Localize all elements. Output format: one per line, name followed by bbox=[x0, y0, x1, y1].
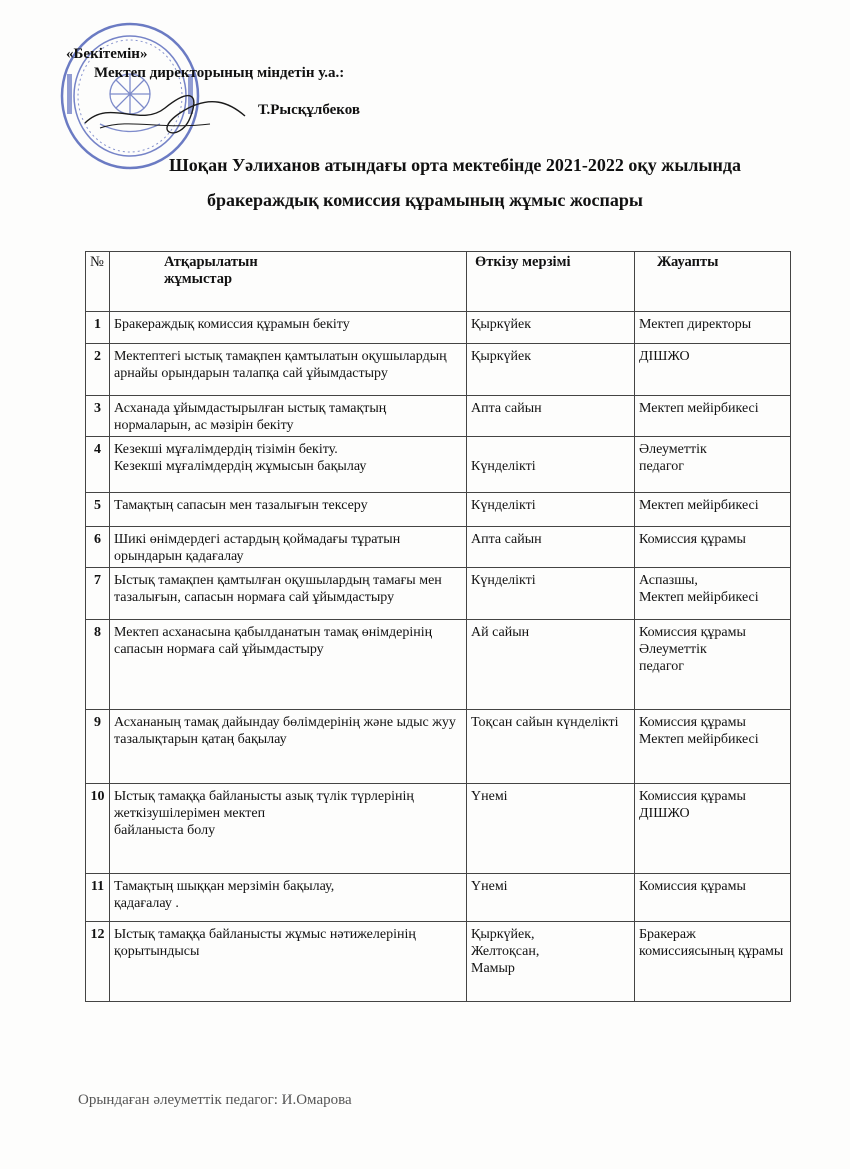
table-row bbox=[86, 344, 791, 396]
table-row bbox=[86, 710, 791, 784]
approver-name: Т.Рысқұлбеков bbox=[258, 102, 360, 118]
row-number: 3 bbox=[86, 396, 110, 437]
table-row bbox=[86, 874, 791, 922]
row-number: 2 bbox=[86, 344, 110, 396]
row-term: Қыркүйек bbox=[467, 312, 635, 344]
table-row bbox=[86, 527, 791, 568]
row-number: 4 bbox=[86, 437, 110, 493]
row-term: Қыркүйек bbox=[467, 344, 635, 396]
row-term: Ай сайын bbox=[467, 620, 635, 710]
table-body bbox=[86, 312, 791, 1002]
row-number: 7 bbox=[86, 568, 110, 620]
table-row bbox=[86, 922, 791, 1002]
work-plan-table bbox=[85, 251, 791, 1002]
row-term: Үнемі bbox=[467, 784, 635, 874]
row-number: 10 bbox=[86, 784, 110, 874]
row-work: Мектеп асханасына қабылданатын тамақ өнімдерінің сапасын нормаға сай ұйымдастыру bbox=[110, 620, 467, 710]
document-title-line1: Шоқан Уәлиханов атындағы орта мектебінде 2021-2022 оқу жылында bbox=[168, 155, 742, 175]
table-row bbox=[86, 784, 791, 874]
table-row bbox=[86, 620, 791, 710]
row-work: Ыстық тамаққа байланысты жұмыс нәтижелерінің қорытындысы bbox=[110, 922, 467, 1002]
row-responsible: Комиссия құрамы bbox=[635, 527, 791, 568]
row-responsible: Комиссия құрамы ДІШЖО bbox=[635, 784, 791, 874]
row-number: 9 bbox=[86, 710, 110, 784]
row-work: Тамақтың шыққан мерзімін бақылау, қадағалау . bbox=[110, 874, 467, 922]
row-term: Күнделікті bbox=[467, 568, 635, 620]
footer-signature: Орындаған әлеуметтік педагог: И.Омарова bbox=[78, 1092, 352, 1108]
row-term: Күнделікті bbox=[467, 493, 635, 527]
row-work: Ыстық тамақпен қамтылған оқушылардың тамағы мен тазалығын, сапасын нормаға сай ұйымдастыру bbox=[110, 568, 467, 620]
row-term: Апта сайын bbox=[467, 527, 635, 568]
header-num: № bbox=[86, 252, 110, 312]
row-number: 11 bbox=[86, 874, 110, 922]
row-responsible: Мектеп директоры bbox=[635, 312, 791, 344]
row-responsible: Бракераж комиссиясының құрамы bbox=[635, 922, 791, 1002]
approval-stamp-label: «Бекітемін» bbox=[66, 46, 148, 62]
row-work: Шикі өнімдердегі астардың қоймадағы тұратын орындарын қадағалау bbox=[110, 527, 467, 568]
table-row bbox=[86, 437, 791, 493]
header-responsible: Жауапты bbox=[635, 252, 791, 312]
row-work: Асхананың тамақ дайындау бөлімдерінің және ыдыс жуу тазалықтарын қатаң бақылау bbox=[110, 710, 467, 784]
header-term: Өткізу мерзімі bbox=[467, 252, 635, 312]
row-work: Бракераждық комиссия құрамын бекіту bbox=[110, 312, 467, 344]
row-term: Тоқсан сайын күнделікті bbox=[467, 710, 635, 784]
row-responsible: Мектеп мейірбикесі bbox=[635, 493, 791, 527]
row-work: Ыстық тамаққа байланысты азық түлік түрлерінің жеткізушілерімен мектеп байланыста болу bbox=[110, 784, 467, 874]
row-number: 6 bbox=[86, 527, 110, 568]
row-work: Асханада ұйымдастырылған ыстық тамақтың нормаларын, ас мәзірін бекіту bbox=[110, 396, 467, 437]
row-number: 1 bbox=[86, 312, 110, 344]
row-responsible: Мектеп мейірбикесі bbox=[635, 396, 791, 437]
row-number: 12 bbox=[86, 922, 110, 1002]
table-row bbox=[86, 568, 791, 620]
approval-role: Мектеп директорының міндетін у.а.: bbox=[94, 65, 345, 81]
row-responsible: ДІШЖО bbox=[635, 344, 791, 396]
header-work: Атқарылатын жұмыстар bbox=[110, 252, 467, 312]
row-responsible: Комиссия құрамы Әлеуметтік педагог bbox=[635, 620, 791, 710]
row-work: Тамақтың сапасын мен тазалығын тексеру bbox=[110, 493, 467, 527]
table-row bbox=[86, 396, 791, 437]
row-work: Мектептегі ыстық тамақпен қамтылатын оқушылардың арнайы орындарын талапқа сай ұйымдастыру bbox=[110, 344, 467, 396]
row-term: Күнделікті bbox=[467, 437, 635, 493]
row-number: 8 bbox=[86, 620, 110, 710]
row-work: Кезекші мұғалімдердің тізімін бекіту. Кезекші мұғалімдердің жұмысын бақылау bbox=[110, 437, 467, 493]
signature bbox=[80, 88, 250, 138]
row-responsible: Әлеуметтік педагог bbox=[635, 437, 791, 493]
row-responsible: Комиссия құрамы bbox=[635, 874, 791, 922]
table-row bbox=[86, 493, 791, 527]
row-responsible: Комиссия құрамы Мектеп мейірбикесі bbox=[635, 710, 791, 784]
table-header-row bbox=[86, 252, 791, 312]
row-term: Қыркүйек, Желтоқсан, Мамыр bbox=[467, 922, 635, 1002]
document-title-line2: бракераждық комиссия құрамының жұмыс жоспары bbox=[207, 190, 643, 210]
row-number: 5 bbox=[86, 493, 110, 527]
row-term: Апта сайын bbox=[467, 396, 635, 437]
table-row bbox=[86, 312, 791, 344]
row-term: Үнемі bbox=[467, 874, 635, 922]
row-responsible: Аспазшы, Мектеп мейірбикесі bbox=[635, 568, 791, 620]
